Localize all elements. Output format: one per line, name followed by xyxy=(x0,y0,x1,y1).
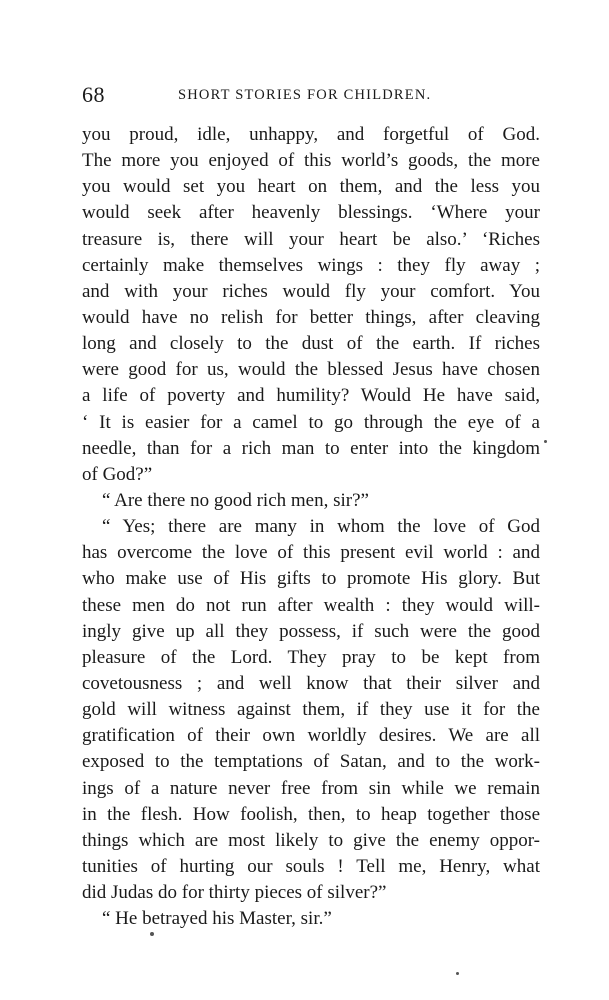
running-head: SHORT STORIES FOR CHILDREN. xyxy=(178,87,432,103)
text-line: would seek after heavenly blessings. ‘Where your xyxy=(82,202,540,224)
text-line: would have no relish for better things, after cleaving xyxy=(82,306,540,328)
text-line: treasure is, there will your heart be also.’ ‘Riches xyxy=(82,228,540,250)
text-line: certainly make themselves wings : they fly away ; xyxy=(82,254,540,276)
text-line: covetousness ; and well know that their silver and xyxy=(82,672,540,694)
text-line: ings of a nature never free from sin while we remain xyxy=(82,777,540,799)
text-line: needle, than for a rich man to enter into the kingdom xyxy=(82,437,540,459)
text-line: who make use of His gifts to promote His glory. But xyxy=(82,568,540,590)
text-line: of God?” xyxy=(82,463,153,485)
text-line: pleasure of the Lord. They pray to be kept from xyxy=(82,646,540,668)
text-line: were good for us, would the blessed Jesus have chosen xyxy=(82,359,540,381)
text-line: “ Are there no good rich men, sir?” xyxy=(102,489,369,511)
text-line: The more you enjoyed of this world’s goods, the more xyxy=(82,150,540,172)
text-line: exposed to the temptations of Satan, and to the work- xyxy=(82,751,540,773)
page-header xyxy=(82,82,540,112)
page-number: 68 xyxy=(82,82,105,107)
text-line: did Judas do for thirty pieces of silver?” xyxy=(82,882,387,904)
text-line: “ He betrayed his Master, sir.” xyxy=(102,908,332,930)
text-line: a life of poverty and humility? Would He have said, xyxy=(82,385,540,407)
text-line: things which are most likely to give the enemy oppor- xyxy=(82,829,540,851)
ink-speck xyxy=(544,440,547,443)
text-line: ‘ It is easier for a camel to go through the eye of a xyxy=(82,411,540,433)
text-line: tunities of hurting our souls ! Tell me, Henry, what xyxy=(82,855,540,877)
text-line: you proud, idle, unhappy, and forgetful of God. xyxy=(82,124,540,145)
text-line: gratification of their own worldly desires. We are all xyxy=(82,725,540,747)
text-line: in the flesh. How foolish, then, to heap together those xyxy=(82,803,540,825)
text-line: “ Yes; there are many in whom the love of God xyxy=(102,516,540,538)
body-text xyxy=(82,122,540,932)
text-line: and with your riches would fly your comfort. You xyxy=(82,280,540,302)
ink-speck xyxy=(456,972,459,975)
text-line: you would set you heart on them, and the less you xyxy=(82,176,540,198)
text-line: these men do not run after wealth : they would will- xyxy=(82,594,540,616)
text-line: has overcome the love of this present evil world : and xyxy=(82,542,540,564)
text-line: long and closely to the dust of the earth. If riches xyxy=(82,333,540,355)
text-line: ingly give up all they possess, if such were the good xyxy=(82,620,540,642)
text-line: gold will witness against them, if they use it for the xyxy=(82,699,540,721)
ink-speck xyxy=(150,932,154,936)
